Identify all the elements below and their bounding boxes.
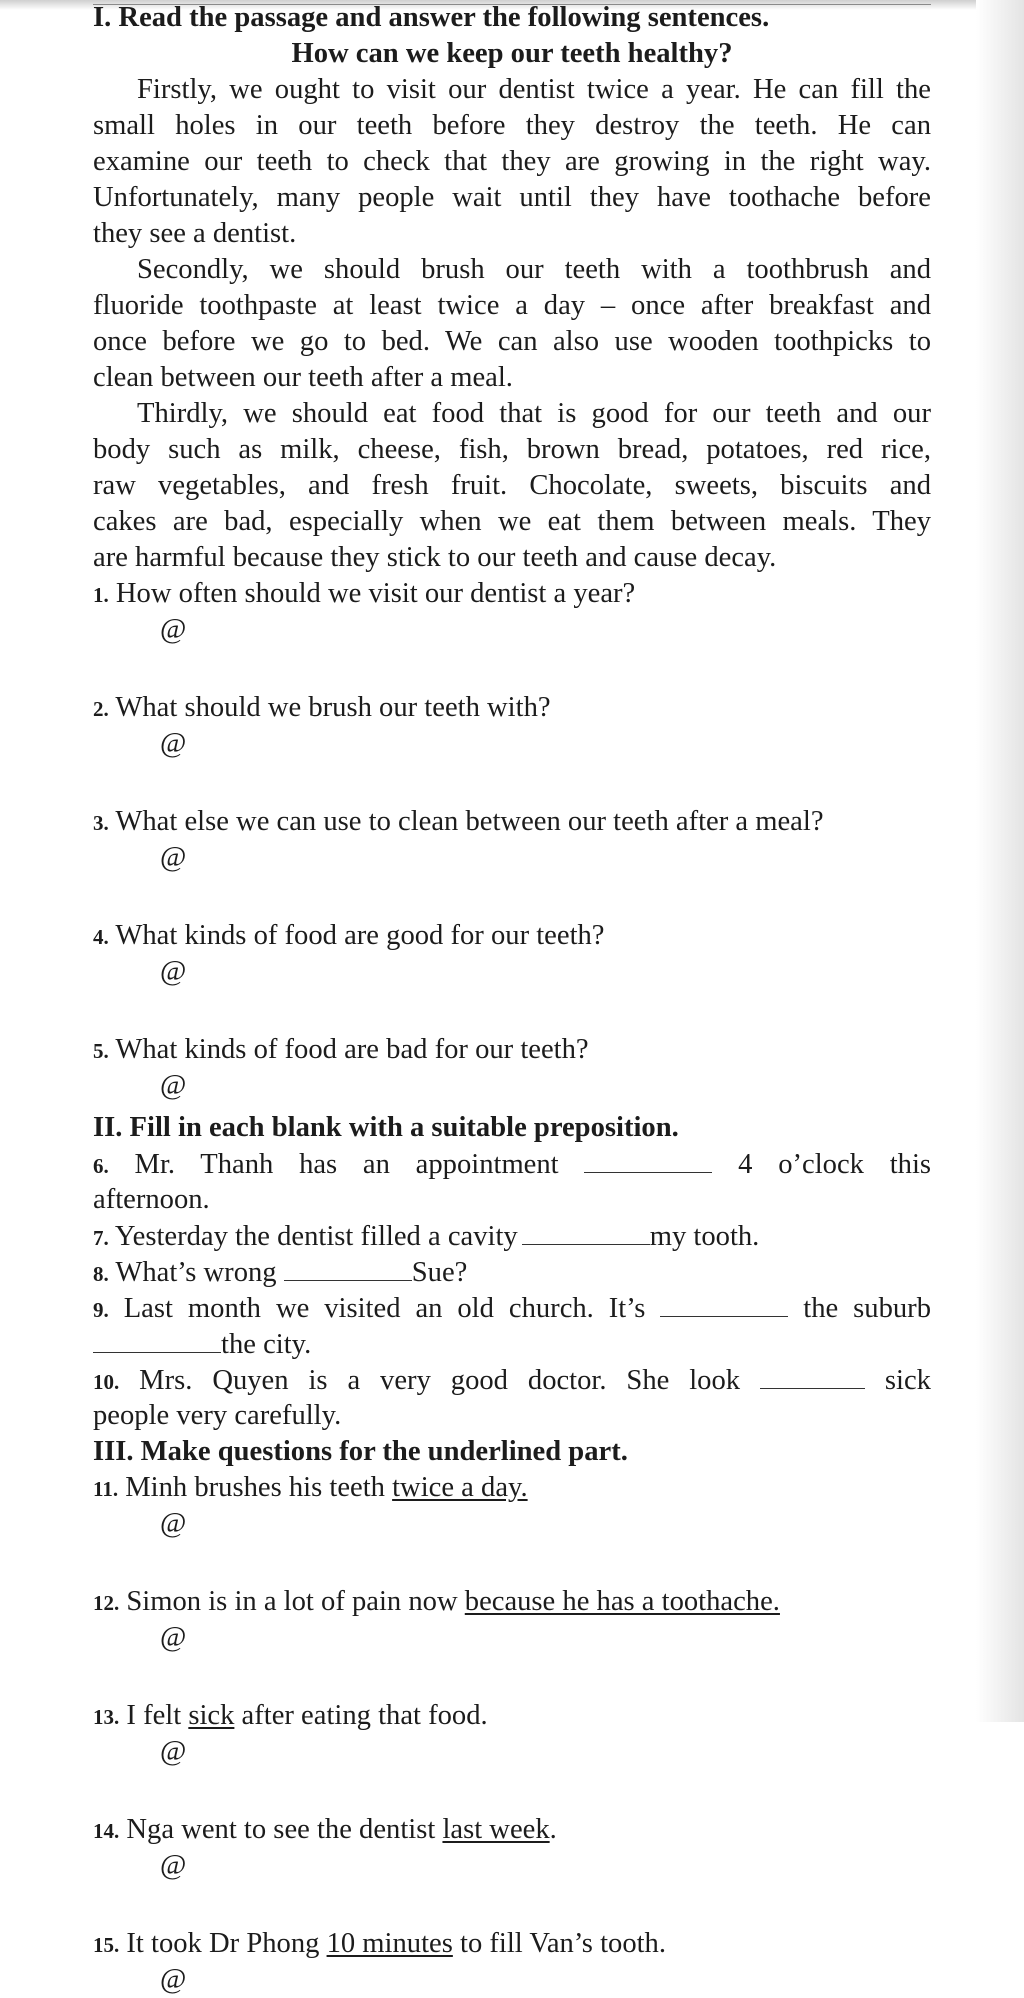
question-8 [93,1254,931,1290]
question-6-cont: afternoon. [93,1184,210,1215]
question-text: What’s wrong [115,1257,277,1288]
answer-line-5[interactable] [93,1068,931,1104]
question-9 [93,1290,931,1326]
question-number: 15. [93,1933,120,1957]
question-text: It took Dr Phong [126,1928,327,1959]
question-11 [93,1470,931,1506]
blank-9b[interactable] [93,1326,221,1353]
underlined-part: last week [442,1814,550,1845]
answer-line-12[interactable] [93,1620,931,1656]
answer-line-15[interactable] [93,1962,931,1998]
section-3-heading: III. Make questions for the underlined part. [93,1436,628,1467]
passage-line: clean between our teeth after a meal. [93,362,513,393]
question-12 [93,1584,931,1620]
question-text: How often should we visit our dentist a year? [115,578,636,609]
question-number: 6. [93,1154,109,1178]
question-text: the city. [221,1329,312,1360]
passage-line: Thirdly, we should eat food that is good for our teeth and our [137,398,931,429]
answer-marker: @ [160,614,187,645]
question-10 [93,1362,931,1398]
question-4 [93,918,931,954]
blank-6[interactable] [584,1146,712,1173]
question-text: Yesterday the dentist filled a cavity [114,1221,518,1252]
question-text: sick [884,1365,931,1396]
question-7 [93,1218,931,1254]
answer-marker: @ [160,1508,187,1539]
underlined-part: because he has a toothache. [464,1586,780,1617]
section-1-heading: I. Read the passage and answer the following sentences. [93,2,770,33]
question-number: 9. [93,1298,109,1322]
passage-line: cakes are bad, especially when we eat them between meals. They [93,506,931,537]
question-6 [93,1146,931,1182]
answer-line-1[interactable] [93,612,931,648]
answer-marker: @ [160,1850,187,1881]
question-1 [93,576,931,612]
passage-paragraph-2 [93,252,931,396]
section-2-heading: II. Fill in each blank with a suitable preposition. [93,1112,679,1143]
answer-marker: @ [160,1622,187,1653]
question-number: 4. [93,925,109,949]
passage-line: body such as milk, cheese, fish, brown bread, potatoes, red rice, [93,434,931,465]
question-3 [93,804,931,840]
passage-line: Unfortunately, many people wait until they have toothache before [93,182,931,213]
question-text: the suburb [803,1293,931,1324]
page-right-shadow [976,0,1024,1722]
question-text: to fill Van’s tooth. [452,1928,666,1959]
question-text: Last month we visited an old church. It’s [123,1293,646,1324]
answer-line-11[interactable] [93,1506,931,1542]
question-number: 10. [93,1370,120,1394]
passage-line: they see a dentist. [93,218,297,249]
passage-line: are harmful because they stick to our teeth and cause decay. [93,542,777,573]
passage-line: Firstly, we ought to visit our dentist twice a year. He can fill the [137,74,931,105]
question-text: What should we brush our teeth with? [115,692,551,723]
question-text: What else we can use to clean between our teeth after a meal? [115,806,824,837]
question-text: my tooth. [649,1221,760,1252]
question-13 [93,1698,931,1734]
question-number: 13. [93,1705,120,1729]
question-10-cont: people very carefully. [93,1400,342,1431]
blank-7[interactable] [522,1218,650,1245]
question-5 [93,1032,931,1068]
question-15 [93,1926,931,1962]
passage-paragraph-1 [93,72,931,252]
answer-marker: @ [160,842,187,873]
question-text: What kinds of food are good for our teeth? [115,920,605,951]
worksheet-page [93,0,931,1998]
passage-line: fluoride toothpaste at least twice a day – once after breakfast and [93,290,931,321]
answer-marker: @ [160,728,187,759]
passage-line: examine our teeth to check that they are growing in the right way. [93,146,931,177]
answer-marker: @ [160,1964,187,1995]
question-number: 7. [93,1226,109,1250]
question-number: 11. [93,1477,119,1501]
question-14 [93,1812,931,1848]
passage-paragraph-3 [93,396,931,576]
blank-9a[interactable] [660,1290,788,1317]
underlined-part: sick [188,1700,235,1731]
underlined-part: twice a day. [392,1472,528,1503]
passage-line: small holes in our teeth before they destroy the teeth. He can [93,110,931,141]
question-text: Minh brushes his teeth [125,1472,393,1503]
blank-8[interactable] [284,1254,412,1281]
passage-line: raw vegetables, and fresh fruit. Chocolate, sweets, biscuits and [93,470,931,501]
answer-line-14[interactable] [93,1848,931,1884]
question-text: Simon is in a lot of pain now [126,1586,465,1617]
question-text: . [549,1814,557,1845]
question-text: after eating that food. [234,1700,488,1731]
question-number: 2. [93,697,109,721]
question-number: 8. [93,1262,109,1286]
blank-10[interactable] [760,1362,865,1389]
question-text: Nga went to see the dentist [126,1814,443,1845]
passage-title: How can we keep our teeth healthy? [291,38,733,69]
question-9-cont [93,1326,931,1362]
passage-line: once before we go to bed. We can also use wooden toothpicks to [93,326,931,357]
answer-line-13[interactable] [93,1734,931,1770]
question-number: 5. [93,1039,109,1063]
question-text: Mrs. Quyen is a very good doctor. She look [139,1365,741,1396]
question-text: Sue? [411,1257,468,1288]
question-number: 3. [93,811,109,835]
question-text: 4 o’clock this [738,1149,932,1180]
answer-marker: @ [160,1070,187,1101]
answer-line-3[interactable] [93,840,931,876]
answer-line-4[interactable] [93,954,931,990]
question-number: 14. [93,1819,120,1843]
question-text: What kinds of food are bad for our teeth? [115,1034,589,1065]
answer-line-2[interactable] [93,726,931,762]
answer-marker: @ [160,1736,187,1767]
passage-line: Secondly, we should brush our teeth with a toothbrush and [137,254,931,285]
question-number: 12. [93,1591,120,1615]
question-2 [93,690,931,726]
question-text: Mr. Thanh has an appointment [134,1149,559,1180]
question-text: I felt [126,1700,189,1731]
underlined-part: 10 minutes [326,1928,453,1959]
answer-marker: @ [160,956,187,987]
question-number: 1. [93,583,109,607]
